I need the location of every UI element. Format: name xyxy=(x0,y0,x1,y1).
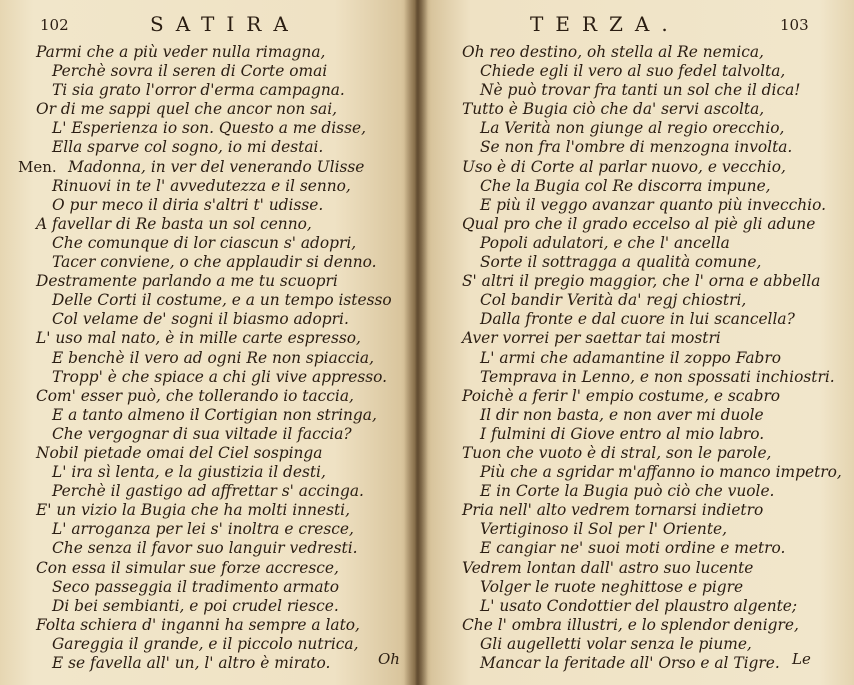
verse-line xyxy=(418,387,854,406)
verse-text: Tropp' è che spiace a chi gli vive appresso. xyxy=(52,367,388,386)
verse-line xyxy=(418,43,854,62)
verse-text: Nobil pietade omai del Ciel sospinga xyxy=(36,443,323,462)
verse-line xyxy=(0,62,418,81)
verse-line xyxy=(418,616,854,635)
verse-text: Vertiginoso il Sol per l' Oriente, xyxy=(480,520,728,539)
verse-text: Tutto è Bugia ciò che da' servi ascolta, xyxy=(462,100,765,119)
verse-line xyxy=(418,196,854,215)
catchword-left: Oh xyxy=(378,650,400,668)
verse-text: Sorte il sottragga a qualità comune, xyxy=(480,253,762,272)
verse-text: E cangiar ne' suoi moti ordine e metro. xyxy=(480,539,786,558)
verse-line xyxy=(0,654,418,673)
verse-text: L' ira sì lenta, e la giustizia il desti, xyxy=(52,463,326,482)
verse-line xyxy=(418,177,854,196)
page-number-right: 103 xyxy=(780,16,809,34)
verse-block-left xyxy=(0,43,418,673)
verse-text: Seco passeggia il tradimento armato xyxy=(52,577,339,596)
verse-line xyxy=(418,406,854,425)
verse-line xyxy=(418,253,854,272)
verse-line xyxy=(0,368,418,387)
verse-line xyxy=(0,138,418,157)
verse-line xyxy=(418,539,854,558)
verse-line xyxy=(0,272,418,291)
verse-line xyxy=(0,215,418,234)
verse-text: I fulmini di Giove entro al mio labro. xyxy=(480,424,765,443)
verse-line xyxy=(418,559,854,578)
verse-line xyxy=(418,158,854,177)
verse-line xyxy=(418,62,854,81)
verse-text: Folta schiera d' inganni ha sempre a lato, xyxy=(36,615,360,634)
verse-text: Più che a sgridar m'affanno io manco impetro, xyxy=(480,463,842,482)
verse-text: O pur meco il diria s'altri t' udisse. xyxy=(52,195,324,214)
verse-text: Col bandir Verità da' regj chiostri, xyxy=(480,291,747,310)
verse-text: A favellar di Re basta un sol cenno, xyxy=(36,214,312,233)
verse-line xyxy=(0,329,418,348)
verse-line xyxy=(0,196,418,215)
verse-line xyxy=(418,310,854,329)
verse-text: Di bei sembianti, e poi crudel riesce. xyxy=(52,596,339,615)
verse-line xyxy=(0,119,418,138)
verse-text: Oh reo destino, oh stella al Re nemica, xyxy=(462,43,764,61)
verse-line xyxy=(0,520,418,539)
verse-text: L' uso mal nato, è in mille carte espresso, xyxy=(36,329,361,348)
verse-line xyxy=(418,444,854,463)
verse-line xyxy=(418,520,854,539)
verse-text: Ella sparve col sogno, io mi destai. xyxy=(52,138,324,157)
verse-line xyxy=(0,387,418,406)
verse-line xyxy=(418,272,854,291)
verse-text: E a tanto almeno il Cortigian non stringa, xyxy=(52,405,377,424)
verse-block-right xyxy=(418,43,854,673)
running-head-left: SATIRA xyxy=(150,12,300,36)
verse-line xyxy=(0,635,418,654)
verse-text: Se non fra l'ombre di menzogna involta. xyxy=(480,138,793,157)
verse-text: Poichè a ferir l' empio costume, e scabro xyxy=(462,386,781,405)
verse-line xyxy=(418,654,854,673)
verse-text: E in Corte la Bugia può ciò che vuole. xyxy=(480,482,775,501)
book-gutter xyxy=(404,0,428,685)
verse-line xyxy=(418,597,854,616)
verse-line xyxy=(0,559,418,578)
verse-text: Con essa il simular sue forze accresce, xyxy=(36,558,339,577)
verse-line xyxy=(0,578,418,597)
verse-line xyxy=(418,81,854,100)
verse-line xyxy=(0,349,418,368)
right-page xyxy=(418,0,854,685)
verse-text: Vedrem lontan dall' astro suo lucente xyxy=(462,558,754,577)
verse-line xyxy=(0,43,418,62)
verse-text: Com' esser può, che tollerando io taccia, xyxy=(36,386,354,405)
verse-line xyxy=(418,635,854,654)
verse-text: L' armi che adamantine il zoppo Fabro xyxy=(480,348,781,367)
verse-text: Destramente parlando a me tu scuopri xyxy=(36,272,338,291)
verse-text: L' arroganza per lei s' inoltra e cresce, xyxy=(52,520,354,539)
verse-text: E più il veggo avanzar quanto più invecchio. xyxy=(480,195,826,214)
verse-line xyxy=(0,310,418,329)
page-number-left: 102 xyxy=(40,16,69,34)
verse-text: Delle Corti il costume, e a un tempo istesso xyxy=(52,291,392,310)
verse-line xyxy=(0,539,418,558)
verse-line xyxy=(418,425,854,444)
verse-text: Che comunque di lor ciascun s' adopri, xyxy=(52,233,357,252)
verse-line xyxy=(0,234,418,253)
verse-text: Madonna, in ver del venerando Ulisse xyxy=(68,157,365,176)
catchword-right: Le xyxy=(792,650,811,668)
verse-line xyxy=(418,291,854,310)
verse-line xyxy=(418,482,854,501)
verse-text: Che senza il favor suo languir vedresti. xyxy=(52,539,358,558)
verse-text: Uso è di Corte al parlar nuovo, e vecchio, xyxy=(462,157,786,176)
verse-text: Gli augelletti volar senza le piume, xyxy=(480,634,752,653)
verse-line xyxy=(418,329,854,348)
verse-line xyxy=(0,501,418,520)
verse-text: Qual pro che il grado eccelso al piè gli adune xyxy=(462,214,816,233)
verse-line xyxy=(418,119,854,138)
verse-text: L' usato Condottier del plaustro algente; xyxy=(480,596,798,615)
verse-text: Rinuovi in te l' avvedutezza e il senno, xyxy=(52,176,351,195)
verse-line xyxy=(418,349,854,368)
verse-line xyxy=(418,578,854,597)
verse-line xyxy=(418,234,854,253)
verse-text: Perchè sovra il seren di Corte omai xyxy=(52,62,328,81)
verse-text: Il dir non basta, e non aver mi duole xyxy=(480,405,764,424)
verse-text: La Verità non giunge al regio orecchio, xyxy=(480,119,785,138)
verse-text: S' altri il pregio maggior, che l' orna e abbella xyxy=(462,272,821,291)
verse-line xyxy=(0,100,418,119)
verse-line xyxy=(0,406,418,425)
verse-text: Che la Bugia col Re discorra impune, xyxy=(480,176,771,195)
verse-line xyxy=(418,463,854,482)
verse-text: E se favella all' un, l' altro è mirato. xyxy=(52,654,331,672)
verse-line xyxy=(418,215,854,234)
running-head-right: TERZA. xyxy=(530,12,680,36)
verse-text: Aver vorrei per saettar tai mostri xyxy=(462,329,721,348)
verse-text: L' Esperienza io son. Questo a me disse, xyxy=(52,119,366,138)
verse-text: Parmi che a più veder nulla rimagna, xyxy=(36,43,326,61)
verse-text: Gareggia il grande, e il piccolo nutrica, xyxy=(52,634,359,653)
verse-text: Chiede egli il vero al suo fedel talvolta, xyxy=(480,62,786,81)
verse-text: Dalla fronte e dal cuore in lui scancella? xyxy=(480,310,795,329)
verse-line xyxy=(0,482,418,501)
verse-line xyxy=(418,501,854,520)
verse-text: Che vergognar di sua viltade il faccia? xyxy=(52,424,352,443)
verse-text: Volger le ruote neghittose e pigre xyxy=(480,577,744,596)
verse-text: Ti sia grato l'orror d'erma campagna. xyxy=(52,81,345,100)
verse-text: Or di me sappi quel che ancor non sai, xyxy=(36,100,338,119)
verse-line xyxy=(0,81,418,100)
verse-line xyxy=(418,100,854,119)
verse-text: Nè può trovar fra tanti un sol che il dica! xyxy=(480,81,801,100)
verse-text: Perchè il gastigo ad affrettar s' accinga. xyxy=(52,482,364,501)
left-page xyxy=(0,0,418,685)
verse-line xyxy=(418,138,854,157)
verse-line xyxy=(0,177,418,196)
verse-text: Che l' ombra illustri, e lo splendor denigre, xyxy=(462,615,799,634)
verse-text: E' un vizio la Bugia che ha molti innesti, xyxy=(36,501,350,520)
verse-line xyxy=(0,158,418,177)
verse-line xyxy=(0,616,418,635)
verse-line xyxy=(0,463,418,482)
verse-line xyxy=(418,368,854,387)
speaker-label: Men. xyxy=(18,157,57,176)
verse-text: Temprava in Lenno, e non spossati inchiostri. xyxy=(480,367,835,386)
verse-text: Tacer conviene, o che applaudir si denno. xyxy=(52,253,377,272)
verse-text: Tuon che vuoto è di stral, son le parole, xyxy=(462,443,772,462)
verse-text: Pria nell' alto vedrem tornarsi indietro xyxy=(462,501,764,520)
verse-text: Mancar la feritade all' Orso e al Tigre. xyxy=(480,654,780,672)
verse-line xyxy=(0,291,418,310)
verse-line xyxy=(0,597,418,616)
verse-text: Popoli adulatori, e che l' ancella xyxy=(480,233,730,252)
verse-line xyxy=(0,425,418,444)
verse-text: E benchè il vero ad ogni Re non spiaccia, xyxy=(52,348,375,367)
verse-text: Col velame de' sogni il biasmo adopri. xyxy=(52,310,349,329)
verse-line xyxy=(0,444,418,463)
verse-line xyxy=(0,253,418,272)
